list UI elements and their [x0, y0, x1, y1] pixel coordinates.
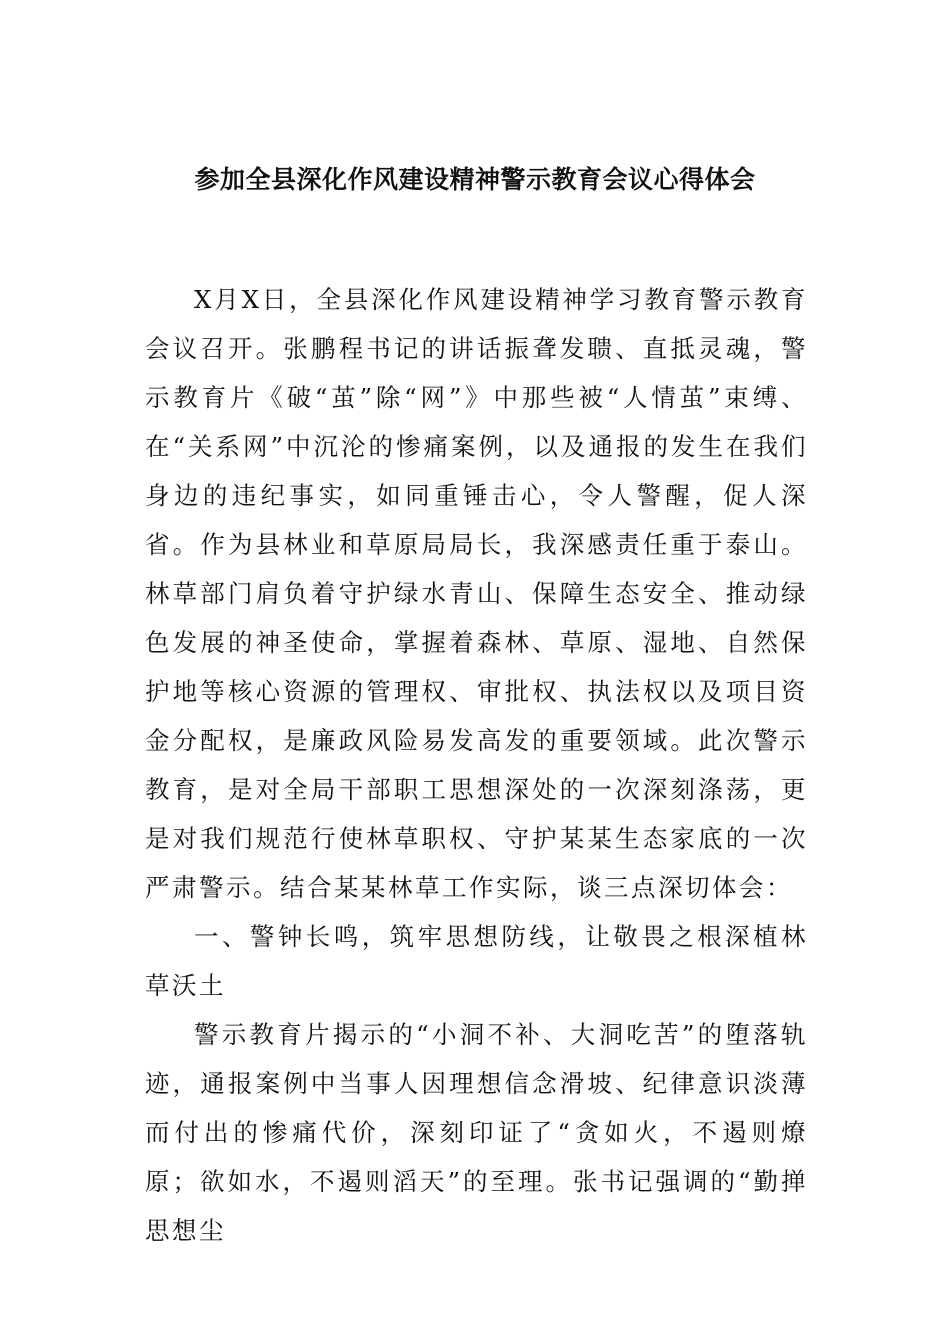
document-body — [145, 275, 808, 1255]
section-heading-1: 一、警钟长鸣，筑牢思想防线，让敬畏之根深植林草沃土 — [145, 922, 808, 1000]
section-1-paragraph: 警示教育片揭示的“小洞不补、大洞吃苦”的堕落轨迹，通报案例中当事人因理想信念滑坡、纪律意识淡薄而付出的惨痛代价，深刻印证了“贪如火，不遏则燎原；欲如水，不遏则滔天”的至理。张书记强调的“勤掸思想尘 — [145, 1020, 808, 1245]
intro-paragraph: X月X日，全县深化作风建设精神学习教育警示教育会议召开。张鹏程书记的讲话振聋发聩、直抵灵魂，警示教育片《破“茧”除“网”》中那些被“人情茧”束缚、在“关系网”中沉沦的惨痛案例，以及通报的发生在我们身边的违纪事实，如同重锤击心，令人警醒，促人深省。作为县林业和草原局局长，我深感责任重于泰山。林草部门肩负着守护绿水青山、保障生态安全、推动绿色发展的神圣使命，掌握着森林、草原、湿地、自然保护地等核心资源的管理权、审批权、执法权以及项目资金分配权，是廉政风险易发高发的重要领域。此次警示教育，是对全局干部职工思想深处的一次深刻涤荡，更是对我们规范行使林草职权、守护某某生态家底的一次严肃警示。结合某某林草工作实际，谈三点深切体会： — [145, 285, 808, 902]
document-title: 参加全县深化作风建设精神警示教育会议心得体会 — [194, 165, 756, 194]
